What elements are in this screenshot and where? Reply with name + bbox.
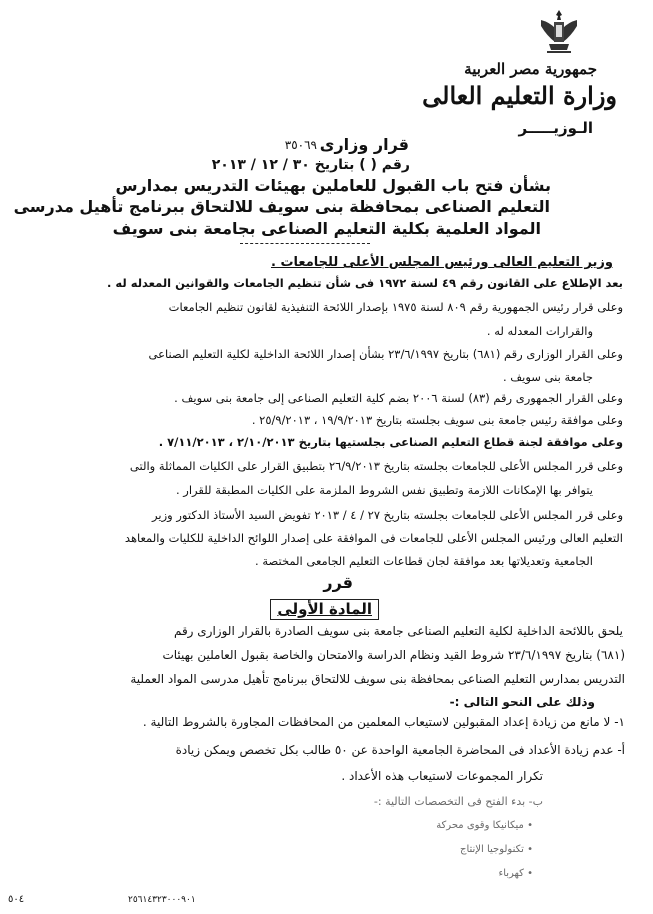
country-name: جمهورية مصر العربية <box>464 60 597 78</box>
eagle-emblem-icon <box>537 6 581 58</box>
subject-line-1: بشأن فتح باب القبول للعاملين بهيئات التدريس بمدارس <box>115 176 551 195</box>
item-1b: ب- بدء الفتح فى التخصصات التالية :- <box>373 795 543 808</box>
footer-page-mark: ٥٠٤ <box>8 894 25 905</box>
preamble-8-cont1: التعليم العالى ورئيس المجلس الأعلى للجامعات فى الموافقة على إصدار اللوائح الداخلية للكليات والمعاهد <box>124 531 623 545</box>
article-1-heading: المادة الأولى <box>270 599 379 620</box>
article-1-line-1: يلحق باللائحة الداخلية لكلية التعليم الصناعى جامعة بنى سويف الصادرة بالقرار الوزارى رقم <box>173 624 623 638</box>
preamble-7-cont: يتوافر بها الإمكانات اللازمة وتطبيق نفس الشروط الملزمة على الكليات المطبقة للقرار . <box>176 483 593 497</box>
decree-heading: قرار وزارى <box>319 135 409 154</box>
preamble-5: وعلى موافقة رئيس جامعة بنى سويف بجلسته بتاريخ ١٩/٩/٢٠١٣ ، ٢٥/٩/٢٠١٣ . <box>251 413 623 427</box>
item-1a-cont: تكرار المجموعات لاستيعاب هذه الأعداد . <box>341 769 543 783</box>
subject-line-3: المواد العلمية بكلية التعليم الصناعى بجامعة بنى سويف <box>112 219 541 238</box>
preamble-1: بعد الإطلاع على القانون رقم ٤٩ لسنة ١٩٧٢ فى شأن تنظيم الجامعات والقوانين المعدله له . <box>107 276 623 290</box>
ministry-name: وزارة التعليم العالى <box>422 81 617 110</box>
decree-number: ٣٥٠٦٩ <box>284 138 317 152</box>
preamble-2: وعلى قرار رئيس الجمهورية رقم ٨٠٩ لسنة ١٩٧٥ بإصدار اللائحة التنفيذية لقانون تنظيم الجامعات <box>168 300 623 314</box>
preamble-8: وعلى قرر المجلس الأعلى للجامعات بجلسته بتاريخ ٢٧ / ٤ / ٢٠١٣ تفويض السيد الأستاذ الدكتور وزير <box>152 508 623 522</box>
office-name: الـوزيـــــر <box>518 119 593 137</box>
item-1b-3: • كهرباء <box>498 868 533 879</box>
preamble-6: وعلى موافقة لجنة قطاع التعليم الصناعى بجلستيها بتاريخ ٢/١٠/٢٠١٣ ، ٧/١١/٢٠١٣ . <box>158 435 623 449</box>
item-1a: أ- عدم زيادة الأعداد فى المحاضرة الجامعية الواحدة عن ٥٠ طالب بكل تخصص ويمكن زيادة <box>175 743 625 757</box>
preamble-4: وعلى القرار الجمهورى رقم (٨٣) لسنة ٢٠٠٦ بضم كلية التعليم الصناعى إلى جامعة بنى سويف . <box>174 391 623 405</box>
intro-line: وزير التعليم العالى ورئيس المجلس الأعلى للجامعات . <box>270 255 613 270</box>
article-1-line-3: التدريس بمدارس التعليم الصناعى بمحافظة بنى سويف للالتحاق ببرنامج تأهيل مدرسى المواد العملية <box>130 672 625 686</box>
preamble-3: وعلى القرار الوزارى رقم (٦٨١) بتاريخ ٢٣/٦/١٩٩٧ بشأن إصدار اللائحة الداخلية لكلية التعليم الصناعى <box>148 347 623 361</box>
decree-number-date: رقم ( ) بتاريخ ٣٠ / ١٢ / ٢٠١٣ <box>211 157 410 173</box>
subject-line-2: التعليم الصناعى بمحافظة بنى سويف للالتحاق ببرنامج تأهيل مدرسى <box>13 197 550 216</box>
item-1: ١- لا مانع من زيادة إعداد المقبولين لاستيعاب المعلمين من المحافظات المجاورة بالشروط التالية . <box>142 715 625 729</box>
item-1b-2: • تكنولوجيا الإنتاج <box>460 844 533 855</box>
separator-line <box>240 243 370 244</box>
preamble-8-cont2: الجامعية وتعديلاتها بعد موافقة لجان قطاعات التعليم الجامعى المختصة . <box>255 554 593 568</box>
preamble-3-cont: جامعة بنى سويف . <box>502 370 593 384</box>
article-1-line-4: وذلك على النحو التالى :- <box>449 695 595 709</box>
article-1-line-2: (٦٨١) بتاريخ ٢٣/٦/١٩٩٧ شروط القيد ونظام الدراسة والامتحان والخاصة بقبول العاملين بهيئات <box>162 648 625 662</box>
footer-code: ٢٥٦١٤٣٢٣٠٠٠٩٠١ <box>128 895 196 905</box>
item-1b-1: • ميكانيكا وقوى محركة <box>436 820 533 831</box>
preamble-2-cont: والقرارات المعدله له . <box>486 324 593 338</box>
preamble-7: وعلى قرر المجلس الأعلى للجامعات بجلسته بتاريخ ٢٦/٩/٢٠١٣ بتطبيق القرار على الكليات المماثلة والتى <box>129 459 623 473</box>
decree-word: قرر <box>323 573 353 592</box>
